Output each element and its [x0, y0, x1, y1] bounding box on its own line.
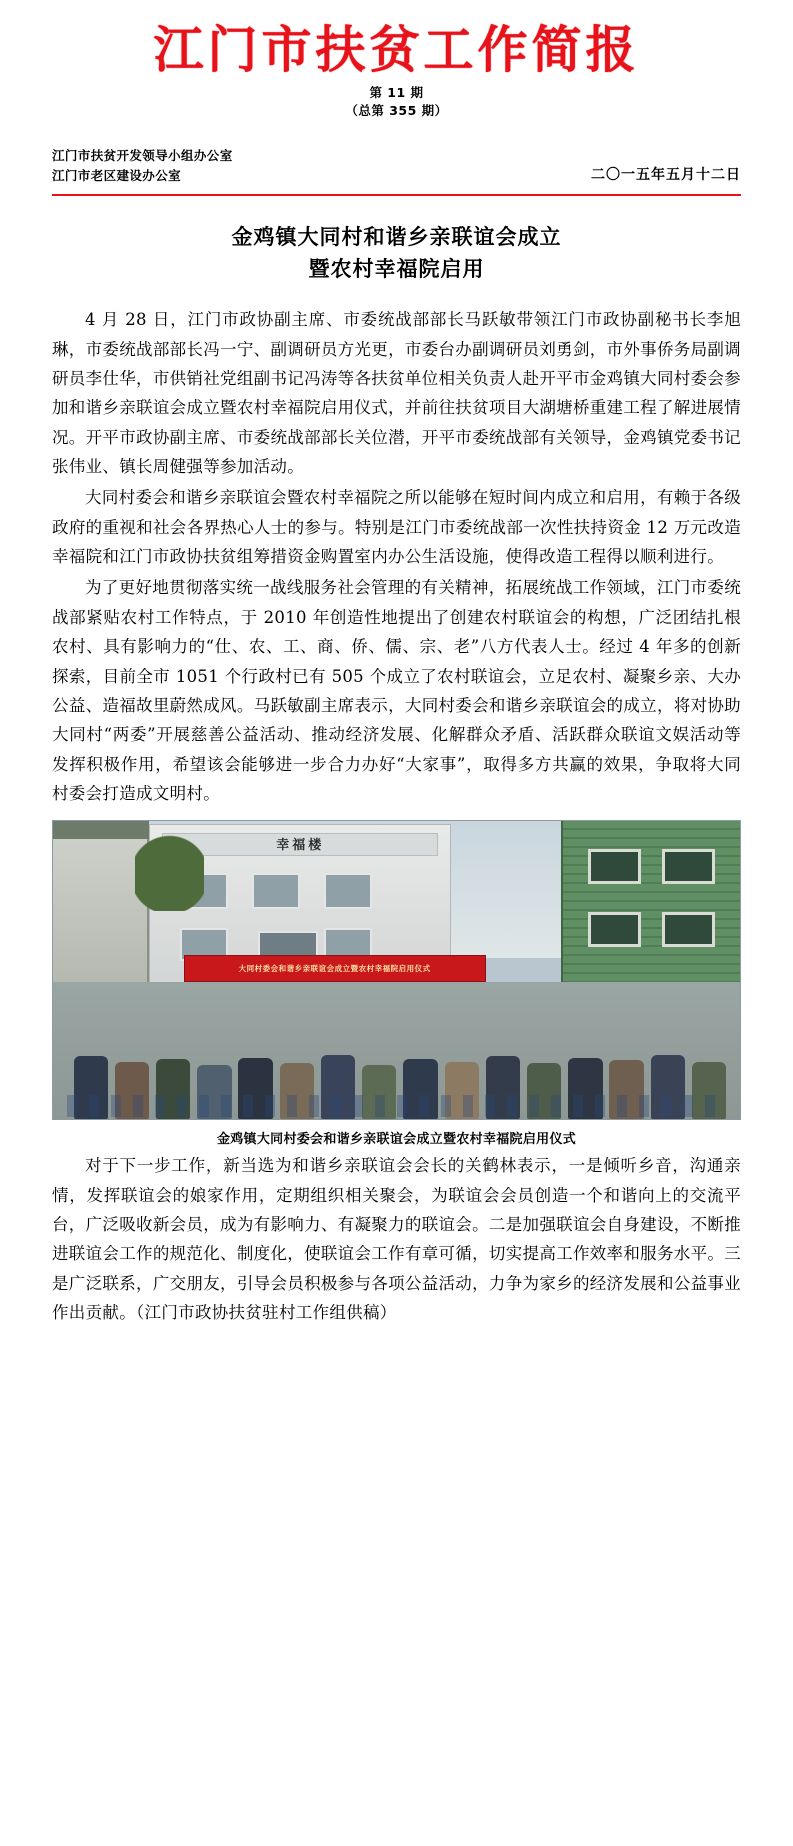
article-title-line-1: 金鸡镇大同村和谐乡亲联谊会成立	[231, 225, 562, 250]
issue-number: 第 11 期	[369, 85, 424, 100]
issuing-offices	[52, 146, 233, 186]
masthead-divider	[52, 194, 741, 196]
paragraph: 4 月 28 日，江门市政协副主席、市委统战部部长马跃敏带领江门市政协副秘书长李旭琳，市委统战部部长冯一宁、副调研员方光更，市委台办副调研员刘勇剑，市外事侨务局副调研员李仕华，市供销社党组副书记冯涛等各扶贫单位相关负责人赴开平市金鸡镇大同村委会参加和谐乡亲联谊会成立暨农村幸福院启用仪式，并前往扶贫项目大湖塘桥重建工程了解进展情况。开平市政协副主席、市委统战部部长关位潜，开平市委统战部有关领导，金鸡镇党委书记张伟业、镇长周健强等参加活动。	[52, 310, 741, 477]
paragraph: 对于下一步工作，新当选为和谐乡亲联谊会会长的关鹤林表示，一是倾听乡音，沟通亲情，发挥联谊会的娘家作用，定期组织相关聚会，为联谊会会员创造一个和谐向上的交流平台，广泛吸收新会员，成为有影响力、有凝聚力的联谊会。二是加强联谊会自身建设，不断推进联谊会工作的规范化、制度化，使联谊会工作有章可循，切实提高工作效率和服务水平。三是广泛联系，广交朋友，引导会员积极参与各项公益活动，力争为家乡的经济发展和公益事业作出贡献。（江门市政协扶贫驻村工作组供稿）	[52, 1156, 741, 1323]
masthead-meta-row	[52, 146, 741, 186]
issuing-office-line-2: 江门市老区建设办公室	[52, 168, 182, 184]
issue-total-number: （总第 355 期）	[345, 103, 448, 119]
photo-window	[252, 873, 300, 910]
ceremony-photo	[52, 820, 741, 1120]
photo-window	[662, 849, 715, 884]
issue-info	[52, 84, 741, 120]
figure-caption: 金鸡镇大同村委会和谐乡亲联谊会成立暨农村幸福院启用仪式	[216, 1132, 577, 1148]
article-title	[52, 222, 741, 285]
article-title-line-2: 暨农村幸福院启用	[308, 256, 485, 281]
photo-window	[588, 912, 641, 947]
photo-crowd	[53, 982, 740, 1119]
photo-building-sign: 幸福楼	[276, 838, 325, 854]
photo-window	[324, 873, 372, 910]
photo-tree	[135, 821, 204, 910]
photo-seating-rows	[67, 1095, 727, 1117]
photo-window	[662, 912, 715, 947]
paragraph: 为了更好地贯彻落实统一战线服务社会管理的有关精神，拓展统战工作领域，江门市委统战部紧贴农村工作特点，于 2010 年创造性地提出了创建农村联谊会的构想，广泛团结扎根农村、具有影响力的“仕、农、工、商、侨、儒、宗、老”八方代表人士。经过 4 年多的创新探索，目前全市 1051 个行政村已有 505 个成立了农村联谊会，立足农村、凝聚乡亲、大办公益、造福故里蔚然成风。马跃敏副主席表示，大同村委会和谐乡亲联谊会的成立，将对协助大同村“两委”开展慈善公益活动、推动经济发展、化解群众矛盾、活跃群众联谊文娱活动等发挥积极作用，希望该会能够进一步合力办好“大家事”，取得多方共赢的效果，争取将大同村委会打造成文明村。	[52, 578, 741, 803]
article-figure	[52, 820, 741, 1147]
masthead-title: 江门市扶贫工作简报	[153, 21, 640, 79]
publication-date: 二〇一五年五月十二日	[591, 167, 741, 184]
article-body-bottom	[52, 1151, 741, 1327]
paragraph: 大同村委会和谐乡亲联谊会暨农村幸福院之所以能够在短时间内成立和启用，有赖于各级政府的重视和社会各界热心人士的参与。特别是江门市委统战部一次性扶持资金 12 万元改造幸福院和江门市政协扶贫组筹措资金购置室内办公生活设施，使得改造工程得以顺利进行。	[52, 488, 741, 567]
issuing-office-line-1: 江门市扶贫开发领导小组办公室	[52, 148, 233, 164]
photo-event-banner: 大同村委会和谐乡亲联谊会成立暨农村幸福院启用仪式	[184, 955, 486, 982]
article-body-top	[52, 305, 741, 808]
photo-window	[588, 849, 641, 884]
